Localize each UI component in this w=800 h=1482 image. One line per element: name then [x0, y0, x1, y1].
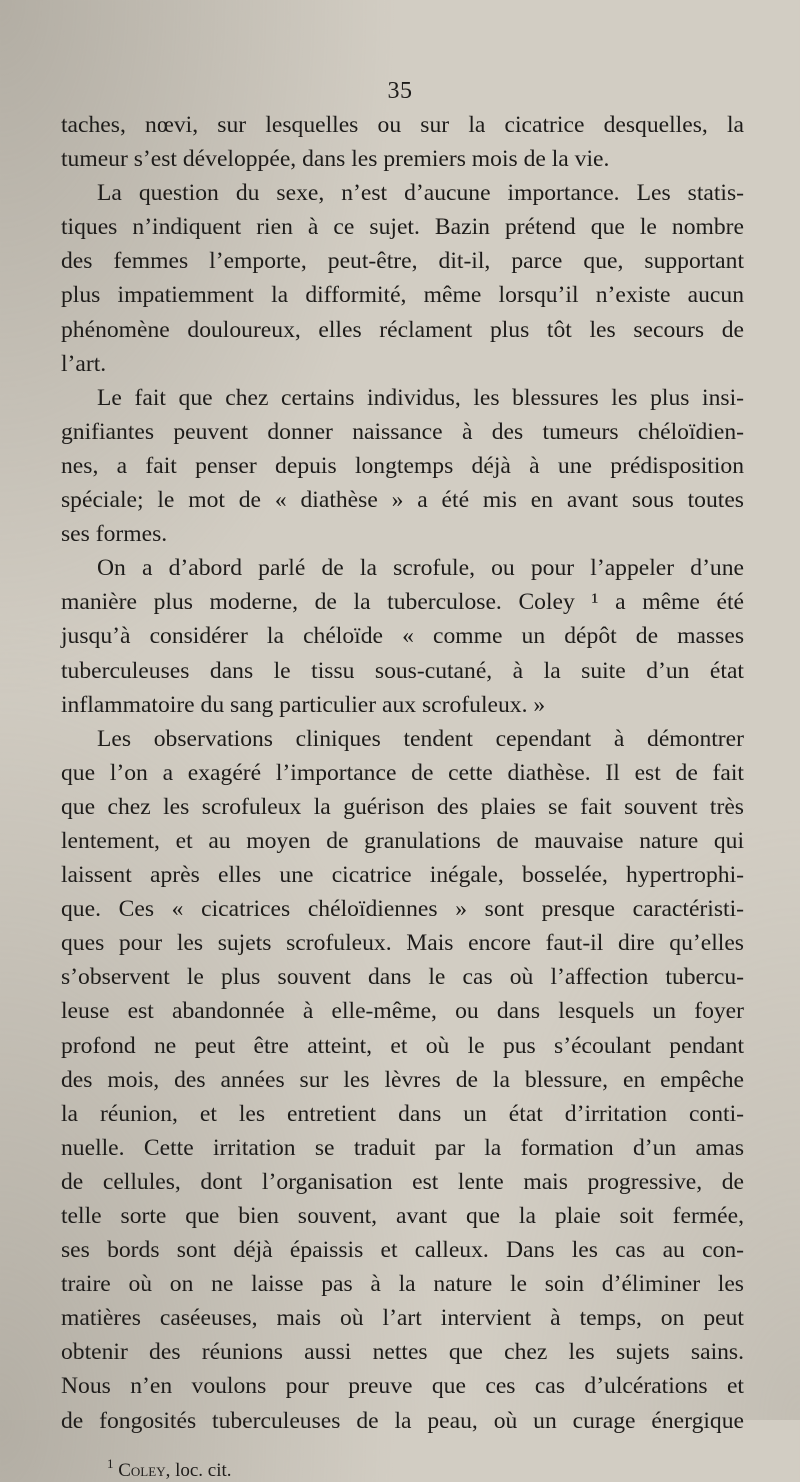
text-line: Nous n’en voulons pour preuve que ces cas d’ulcérations et: [61, 1373, 744, 1400]
text-line: plus impatiemment la difformité, même lorsqu’il n’existe aucun: [61, 282, 744, 309]
text-line: inflammatoire du sang particulier aux scrofuleux. »: [61, 691, 546, 718]
footnote-author: Coley: [118, 1460, 166, 1481]
text-line: nes, a fait penser depuis longtemps déjà à une prédisposition: [61, 452, 744, 479]
text-line: taches, nœvi, sur lesquelles ou sur la cicatrice desquelles, la: [61, 112, 744, 138]
text-line: que l’on a exagéré l’importance de cette diathèse. Il est de fait: [61, 759, 744, 786]
text-line: que chez les scrofuleux la guérison des plaies se fait souvent très: [61, 793, 744, 820]
text-line: jusqu’à considérer la chéloïde « comme un dépôt de masses: [61, 623, 744, 650]
text-line: phénomène douloureux, elles réclament plus tôt les secours de: [61, 316, 744, 343]
text-line: que. Ces « cicatrices chéloïdiennes » sont presque caractéristi-: [61, 896, 744, 923]
text-line: ses formes.: [61, 521, 168, 548]
text-line: tumeur s’est développée, dans les premiers mois de la vie.: [61, 146, 610, 173]
text-line: de fongosités tuberculeuses de la peau, où un curage énergique: [61, 1407, 744, 1434]
text-line: la réunion, et les entretient dans un état d’irritation conti-: [61, 1100, 744, 1127]
text-line: Les observations cliniques tendent cependant à démontrer: [97, 725, 744, 752]
text-line: des mois, des années sur les lèvres de la blessure, en empêche: [61, 1066, 744, 1093]
text-line: telle sorte que bien souvent, avant que la plaie soit fermée,: [61, 1203, 744, 1229]
footnote-reference: , loc. cit.: [165, 1460, 232, 1481]
text-line: lentement, et au moyen de granulations de mauvaise nature qui: [61, 827, 744, 854]
footnote-marker: 1: [107, 1456, 114, 1471]
text-line: profond ne peut être atteint, et où le pus s’écoulant pendant: [61, 1032, 744, 1059]
text-line: l’art.: [61, 350, 107, 377]
text-line: tiques n’indiquent rien à ce sujet. Bazin prétend que le nombre: [61, 214, 744, 241]
text-line: obtenir des réunions aussi nettes que chez les sujets sains.: [61, 1339, 744, 1366]
text-line: leuse est abandonnée à elle-même, ou dans lesquels un foyer: [61, 998, 744, 1025]
text-line: manière plus moderne, de la tuberculose. Coley ¹ a même été: [61, 589, 744, 616]
text-line: On a d’abord parlé de la scrofule, ou pour l’appeler d’une: [97, 555, 744, 582]
text-line: de cellules, dont l’organisation est lente mais progressive, de: [61, 1168, 744, 1195]
text-line: des femmes l’emporte, peut-être, dit-il, parce que, supportant: [61, 248, 744, 275]
footnote: [107, 1456, 232, 1482]
text-line: ses bords sont déjà épaissis et calleux. Dans les cas au con-: [61, 1237, 744, 1264]
text-line: nuelle. Cette irritation se traduit par la formation d’un amas: [61, 1134, 744, 1161]
text-line: traire où on ne laisse pas à la nature le soin d’éliminer les: [61, 1271, 744, 1298]
text-line: laissent après elles une cicatrice inégale, bosselée, hypertrophi-: [61, 862, 744, 889]
text-line: Le fait que chez certains individus, les blessures les plus insi-: [97, 384, 744, 411]
text-line: spéciale; le mot de « diathèse » a été mis en avant sous toutes: [61, 487, 744, 514]
text-line: La question du sexe, n’est d’aucune importance. Les statis-: [97, 180, 744, 207]
text-line: tuberculeuses dans le tissu sous-cutané, à la suite d’un état: [61, 657, 744, 684]
page-number: 35: [387, 78, 413, 104]
body-text: [61, 108, 744, 1438]
text-line: gnifiantes peuvent donner naissance à des tumeurs chéloïdien-: [61, 418, 744, 445]
text-line: matières caséeuses, mais où l’art intervient à temps, on peut: [61, 1305, 744, 1332]
text-line: ques pour les sujets scrofuleux. Mais encore faut-il dire qu’elles: [61, 930, 744, 957]
text-line: s’observent le plus souvent dans le cas où l’affection tubercu-: [61, 964, 744, 991]
